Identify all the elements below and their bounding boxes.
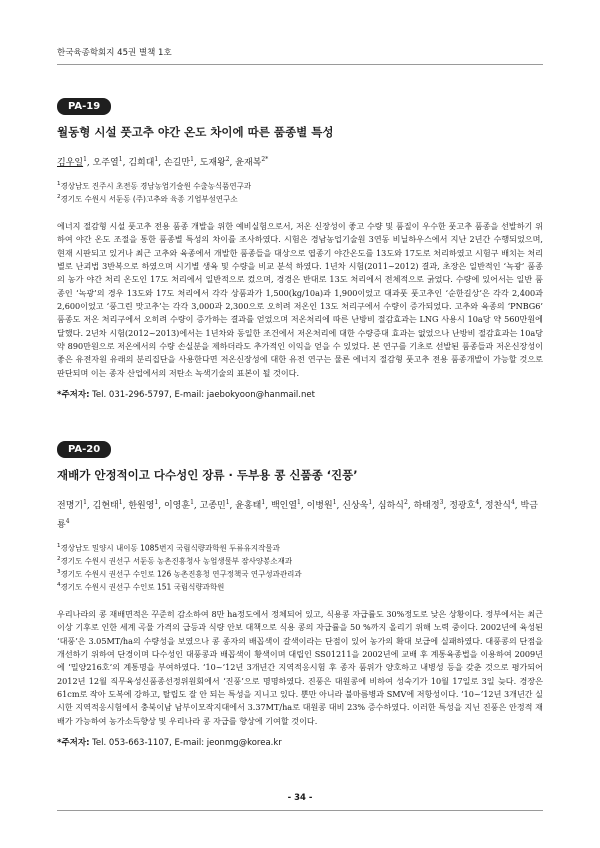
author-name: 손길만 (163, 158, 191, 168)
affiliation-list (57, 179, 543, 205)
abstract-body: 우리나라의 콩 재배면적은 꾸준히 감소하여 8만 ha정도에서 정체되어 있고, 식용콩 자급률도 30%정도로 낮은 상황이다. 정부에서는 최근 이상 기후로 인한 세계 곡물 가격의 급등과 식량 안보 대책으로 식용 콩의 자급률을 50 %까지 올리기 위해 노력 중이다. 2002년에 육성된 ‘대풍’은 3.05MT/ha의 수량성을 보였으나 콩 종자의 배꼽색이 갈색이라는 단점이 있어 농가의 확대 보급에 실패하였다. 대풍콩의 단점을 개선하기 위하여 단경이며 다수성인 대풍콩과 배꼽색이 황색이며 대립인 SS01211을 2002년에 교배 후 계통육종법을 이용하여 2009년에 ‘밀양216호’의 계통명을 부여하였다. ‘10~’12년 3개년간 지역적응시험 후 종자 품위가 양호하고 내병성 등을 갖춘 것으로 평가되어 2012년 12월 직무육성신품종선정위원회에서 ‘진풍’으로 명명하였다. 진풍은 대원콩에 비하여 성숙기가 10월 17일로 3일 늦다. 경장은 61cm로 작아 도복에 강하고, 탈립도 잘 안 되는 특성을 지니고 있다. 뿐만 아니라 불마름병과 SMV에 저항성이다. ‘10~’12년 3개년간 실시한 지역적응시험에서 충북이남 남부이모작지대에서 3.37MT/ha로 대원콩 대비 23% 증수하였다. 이러한 특성을 지닌 진풍은 안정적 재배가 가능하여 농가소득향상 및 우리나라 콩 자급를 향상에 기여할 것이다. (57, 609, 543, 726)
author-affiliation-mark: 1 (368, 499, 373, 506)
author-name: 심하식 (377, 501, 404, 511)
author-name: 김현태 (92, 501, 119, 511)
affiliation-line (57, 192, 543, 205)
affiliation-line (57, 541, 543, 554)
author-affiliation-mark: 1 (297, 499, 301, 506)
affiliation-mark: 1 (57, 181, 61, 187)
author-name: 도재왕 (199, 158, 226, 168)
affiliation-line (57, 567, 543, 580)
affiliation-line (57, 580, 543, 593)
abstract-title: 월동형 시설 풋고추 야간 온도 차이에 따른 품종별 특성 (57, 125, 334, 139)
author-name: 정찬식 (484, 501, 511, 511)
affiliation-text: 경기도 수원시 권선구 수인로 151 국립식량과학원 (60, 582, 225, 592)
author-name: 신상욱 (342, 501, 369, 511)
author-affiliation-mark: 1 (190, 499, 194, 506)
author-affiliation-mark: 1 (118, 156, 123, 163)
contact-info: Tel. 031-296-5797, E-mail: jaebokyoon@hanmail.net (89, 390, 315, 401)
author-name: 한원영 (128, 501, 155, 511)
abstract-tag: PA-19 (57, 98, 111, 115)
author-name: 김희대 (128, 158, 155, 168)
author-affiliation-mark: 4 (475, 499, 480, 506)
author-affiliation-mark: 2* (261, 156, 269, 163)
affiliation-mark: 1 (57, 543, 61, 549)
author-affiliation-mark: 1 (190, 156, 194, 163)
contact-label: *주저자: (57, 390, 90, 401)
author-name: 백인열 (270, 501, 298, 511)
affiliation-mark: 2 (57, 194, 61, 200)
affiliation-text: 경상남도 진주시 초전동 경남농업기술원 수출농식품연구과 (60, 181, 252, 191)
author-affiliation-mark: 1 (118, 499, 123, 506)
abstract-title: 재배가 안정적이고 다수성인 장류 · 두부용 콩 신품종 ‘진풍’ (57, 468, 358, 482)
corresponding-author (57, 737, 543, 749)
author-name: 정광호 (449, 501, 476, 511)
corresponding-author (57, 389, 543, 401)
contact-label: *주저자: (57, 738, 90, 749)
affiliation-text: 경기도 수원시 권선구 서둔동 농촌진흥청사 농업생물부 잠사양봉소재과 (60, 556, 293, 566)
author-affiliation-mark: 3 (439, 499, 444, 506)
author-name: 이영훈 (163, 501, 191, 511)
header-rule (57, 64, 543, 65)
affiliation-mark: 2 (57, 556, 61, 562)
affiliation-line (57, 554, 543, 567)
author-name: 박금룡 (57, 501, 538, 530)
abstract-body: 에너지 절감형 시설 풋고추 전용 품종 개발을 위한 예비실험으로서, 저온 신장성이 좋고 수량 및 품질이 우수한 풋고추 품종을 선발하기 위하여 야간 온도 조절을 통한 품종별 특성의 차이를 조사하였다. 시험은 경남농업기술원 3연동 비닐하우스에서 지난 2년간 수행되었으며, 현재 시판되고 있거나 최근 고추와 육종에서 개발한 품종들을 대상으로 엽종기 야간온도를 13도와 17도로 처리하였고 시험구 배치는 처리별로 난괴법 3반복으로 하였으며 시기별 생육 및 수량을 비교 분석 하였다. 1년차 시험(2011~2012) 결과, 초장은 일반적인 ‘녹광’ 품종의 농가 야간 처리 온도인 17도 처리에서 일반적으로 컸으며, 경경은 반대로 13도 처리에서 전체적으로 굵었다. 수량에 있어서는 일반 품종인 ‘녹광’의 경우 13도와 17도 처리에서 각각 상품과가 1,500(kg/10a)과 1,900이었고 대과풋 풋고추인 ‘순한길상’은 각각 2,400과 2,600이었고 ‘풍그린 맛고추’는 각각 3,000과 2,300으로 오히려 저온인 13도 처리구에서 수량이 증가되었다. 고추와 육종의 ‘PNBG6’ 품종도 저온 처리구에서 오히려 수량이 증가하는 결과를 얻었으며 저온처리에 따른 난방비 절감효과는 LNG 사용시 10a당 약 560만원에 달했다. 2년차 시험(2012~2013)에서는 1년차와 동일한 조건에서 저온처리에 대한 수량증대 효과는 없었으나 난방비 절감효과는 10a당 약 890만원으로 저온에서의 수량 손실분을 제하더라도 추가적인 이익을 얻을 수 있었다. 본 연구를 기초로 선발된 품종들과 저온신장성이 좋은 유전자원 유래의 분리집단을 사용한다면 저온신장성에 대한 유전 연구는 물론 에너지 절감형 풋고추 전용 품종개발이 가능할 것으로 판단되며 이는 종자 산업에서의 저탄소 녹색기술의 표본이 될 것이다. (57, 221, 543, 378)
affiliation-text: 경기도 수원시 서둔동 (주)고추와 육종 기업부설연구소 (60, 194, 238, 204)
affiliation-line (57, 179, 543, 192)
affiliation-text: 경기도 수원시 권선구 수인로 126 농촌진흥청 연구정책국 연구성과관리과 (60, 569, 302, 579)
abstract-tag: PA-20 (57, 441, 111, 458)
author-affiliation-mark: 1 (332, 499, 337, 506)
author-name: 이병원 (306, 501, 333, 511)
author-affiliation-mark: 1 (225, 499, 230, 506)
author-affiliation-mark: 1 (154, 156, 159, 163)
author-list: 김우일$^1$, 오주열$^1$, 김희대$^1$, 손길만$^1$, 도재왕$^2$, 윤재복$^{2*}$ (57, 156, 269, 168)
affiliation-mark: 4 (57, 582, 61, 588)
affiliation-list (57, 541, 543, 593)
author-affiliation-mark: 1 (83, 499, 87, 506)
author-affiliation-mark: 2 (225, 156, 230, 163)
abstract-pa-20 (57, 437, 543, 749)
author-name: 김우일 (57, 158, 84, 168)
running-header: 한국육종학회지 45권 별책 1호 (57, 48, 172, 58)
affiliation-text: 경상남도 밀양시 내이동 1085번지 국립식량과학원 두류유지작물과 (60, 543, 280, 553)
author-affiliation-mark: 2 (404, 499, 408, 506)
author-name: 오주열 (92, 158, 119, 168)
author-affiliation-mark: 4 (65, 518, 70, 525)
author-affiliation-mark: 1 (261, 499, 266, 506)
footer-rule (57, 810, 543, 811)
author-affiliation-mark: 4 (510, 499, 515, 506)
contact-info: Tel. 053-663-1107, E-mail: jeonmg@korea.kr (89, 738, 282, 749)
author-name: 윤홍태 (235, 501, 262, 511)
author-name: 고종민 (199, 501, 226, 511)
affiliation-mark: 3 (57, 569, 61, 575)
author-name: 윤재복 (235, 158, 262, 168)
author-name: 전명기 (57, 501, 84, 511)
author-name: 하태정 (413, 501, 440, 511)
author-affiliation-mark: 1 (83, 156, 87, 163)
abstract-pa-19 (57, 94, 543, 401)
page-number: - 34 - (287, 793, 313, 803)
author-affiliation-mark: 1 (154, 499, 159, 506)
author-list: 전명기$^1$, 김현태$^1$, 한원영$^1$, 이영훈$^1$, 고종민$^1$, 윤홍태$^1$, 백인열$^1$, 이병원$^1$, 신상욱$^1$, 심하식$^2$, 하태정$^3$, 정광호$^4$, 정찬식$^4$, 박금룡$^4$ (57, 499, 538, 530)
